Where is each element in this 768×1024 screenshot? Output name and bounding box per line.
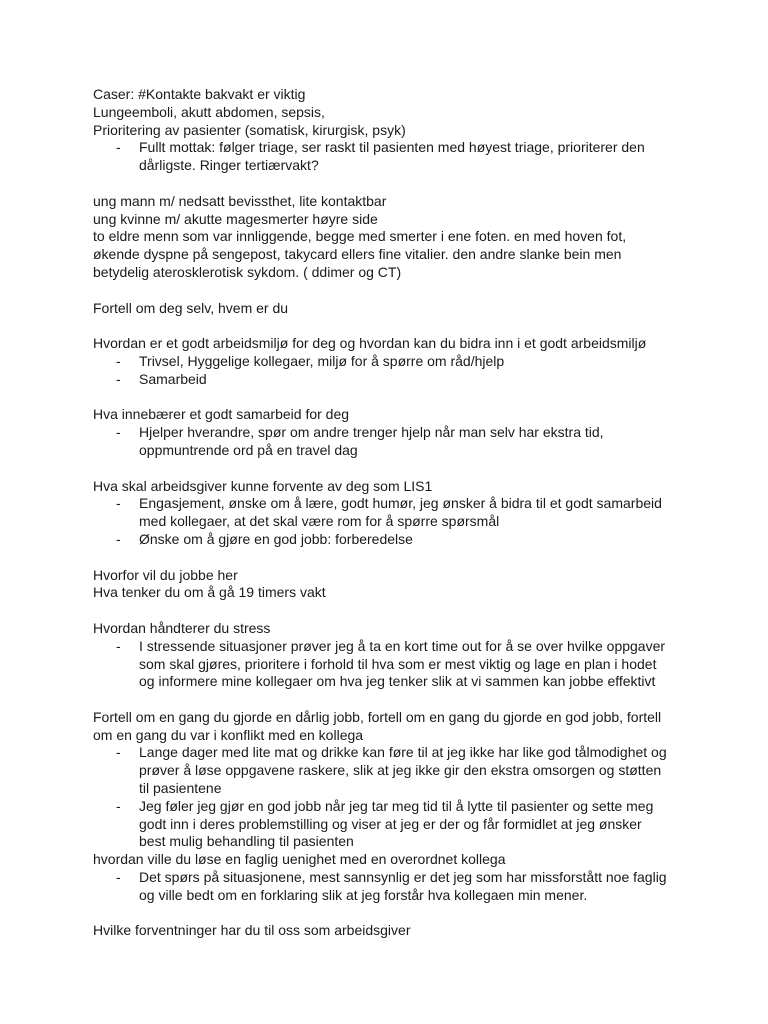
bullet-text xyxy=(139,798,673,851)
blank-line xyxy=(93,691,673,709)
bullet-item xyxy=(93,353,673,371)
blank-line xyxy=(93,905,673,923)
text-line: Caser: #Kontakte bakvakt er viktig xyxy=(93,86,306,102)
bullet-item xyxy=(93,744,673,797)
bullet-text-line: oppmuntrende ord på en travel dag xyxy=(139,441,358,458)
blank-line xyxy=(93,602,673,620)
bullet-text xyxy=(139,638,673,691)
bullet-item xyxy=(93,531,673,549)
bullet-marker: - xyxy=(116,530,121,547)
bullet-item xyxy=(93,139,673,175)
bullet-list xyxy=(93,744,673,851)
text-line: Hva skal arbeidsgiver kunne forvente av deg som LIS1 xyxy=(93,477,433,494)
text-line: Fortell om deg selv, hvem er du xyxy=(93,299,289,316)
bullet-list xyxy=(93,869,673,905)
bullet-text-line: best mulig behandling til pasienten xyxy=(139,833,354,850)
blank-line xyxy=(93,317,673,335)
text-line: ung kvinne m/ akutte magesmerter høyre side xyxy=(93,210,378,227)
text-line: Hvordan håndterer du stress xyxy=(93,619,271,636)
bullet-item xyxy=(93,424,673,460)
bullet-text xyxy=(139,139,673,175)
text-line: Hvilke forventninger har du til oss som arbeidsgiver xyxy=(93,922,411,939)
bullet-text xyxy=(139,744,673,797)
blank-line xyxy=(93,460,673,478)
blank-line xyxy=(93,549,673,567)
bullet-list xyxy=(93,353,673,389)
bullet-text-line: I stressende situasjoner prøver jeg å ta en kort time out for å se over hvilke oppgaver xyxy=(139,637,666,654)
bullet-marker: - xyxy=(116,744,121,761)
bullet-text xyxy=(139,495,673,531)
text-line: to eldre menn som var innliggende, begge med smerter i ene foten. en med hoven fot, xyxy=(93,228,627,245)
bullet-list xyxy=(93,139,673,175)
bullet-text-line: dårligste. Ringer tertiærvakt? xyxy=(139,157,319,174)
bullet-text-line: Ønske om å gjøre en god jobb: forberedelse xyxy=(139,530,413,547)
bullet-item xyxy=(93,371,673,389)
bullet-marker: - xyxy=(116,637,121,654)
document-page xyxy=(93,86,673,940)
text-line: ung mann m/ nedsatt bevissthet, lite kontaktbar xyxy=(93,192,387,209)
bullet-text-line: og informere mine kollegaer om hva jeg tenker slik at vi sammen kan jobbe effektivt xyxy=(139,673,656,690)
bullet-text-line: Samarbeid xyxy=(139,370,207,387)
bullet-list xyxy=(93,424,673,460)
bullet-text-line: Det spørs på situasjonene, mest sannsynlig er det jeg som har missforstått noe faglig xyxy=(139,869,667,886)
bullet-item xyxy=(93,798,673,851)
text-line: hvordan ville du løse en faglig uenighet med en overordnet kollega xyxy=(93,851,506,868)
bullet-marker: - xyxy=(116,797,121,814)
text-line: betydelig aterosklerotisk sykdom. ( ddimer og CT) xyxy=(93,263,402,280)
bullet-text xyxy=(139,424,673,460)
text-line: Prioritering av pasienter (somatisk, kirurgisk, psyk) xyxy=(93,121,406,138)
bullet-text xyxy=(139,353,673,371)
bullet-text-line: og ville bedt om en forklaring slik at jeg forstår hva kollegaen min mener. xyxy=(139,886,588,903)
text-line: Fortell om en gang du gjorde en dårlig jobb, fortell om en gang du gjorde en god jobb, fortell xyxy=(93,708,662,725)
bullet-text-line: med kollegaer, at det skal være rom for å spørre spørsmål xyxy=(139,513,500,530)
bullet-text-line: Engasjement, ønske om å lære, godt humør, jeg ønsker å bidra til et godt samarbeid xyxy=(139,495,662,512)
bullet-marker: - xyxy=(116,370,121,387)
bullet-list xyxy=(93,495,673,548)
bullet-text-line: til pasientene xyxy=(139,780,222,797)
text-line: Lungeemboli, akutt abdomen, sepsis, xyxy=(93,103,325,120)
bullet-item xyxy=(93,869,673,905)
text-line: Hva tenker du om å gå 19 timers vakt xyxy=(93,584,326,601)
text-line: økende dyspne på sengepost, takycard ellers fine vitalier. den andre slanke bein men xyxy=(93,246,622,263)
blank-line xyxy=(93,282,673,300)
bullet-marker: - xyxy=(116,869,121,886)
bullet-text-line: Trivsel, Hyggelige kollegaer, miljø for å spørre om råd/hjelp xyxy=(139,352,505,369)
bullet-text xyxy=(139,869,673,905)
bullet-text-line: Hjelper hverandre, spør om andre trenger hjelp når man selv har ekstra tid, xyxy=(139,424,604,441)
bullet-marker: - xyxy=(116,495,121,512)
bullet-text xyxy=(139,531,673,549)
bullet-text-line: som skal gjøres, prioritere i forhold til hva som er mest viktig og lage en plan i hodet xyxy=(139,655,657,672)
bullet-text-line: Lange dager med lite mat og drikke kan føre til at jeg ikke har like god tålmodighet og xyxy=(139,744,667,761)
blank-line xyxy=(93,175,673,193)
bullet-item xyxy=(93,638,673,691)
bullet-list xyxy=(93,638,673,691)
bullet-text xyxy=(139,371,673,389)
blank-line xyxy=(93,389,673,407)
bullet-marker: - xyxy=(116,352,121,369)
bullet-text-line: godt inn i deres problemstilling og viser at jeg er der og får formidlet at jeg ønsker xyxy=(139,815,642,832)
text-line: Hvordan er et godt arbeidsmiljø for deg og hvordan kan du bidra inn i et godt arbeidsmiljø xyxy=(93,335,647,352)
bullet-item xyxy=(93,495,673,531)
text-line: Hvorfor vil du jobbe her xyxy=(93,566,238,583)
bullet-marker: - xyxy=(116,139,121,156)
bullet-text-line: Jeg føler jeg gjør en god jobb når jeg tar meg tid til å lytte til pasienter og sette meg xyxy=(139,797,654,814)
bullet-marker: - xyxy=(116,424,121,441)
bullet-text-line: Fullt mottak: følger triage, ser raskt til pasienten med høyest triage, prioriterer den xyxy=(139,139,645,156)
text-line: Hva innebærer et godt samarbeid for deg xyxy=(93,406,350,423)
text-line: om en gang du var i konflikt med en kollega xyxy=(93,726,364,743)
bullet-text-line: prøver å løse oppgavene raskere, slik at jeg ikke gir den ekstra omsorgen og støtten xyxy=(139,762,662,779)
